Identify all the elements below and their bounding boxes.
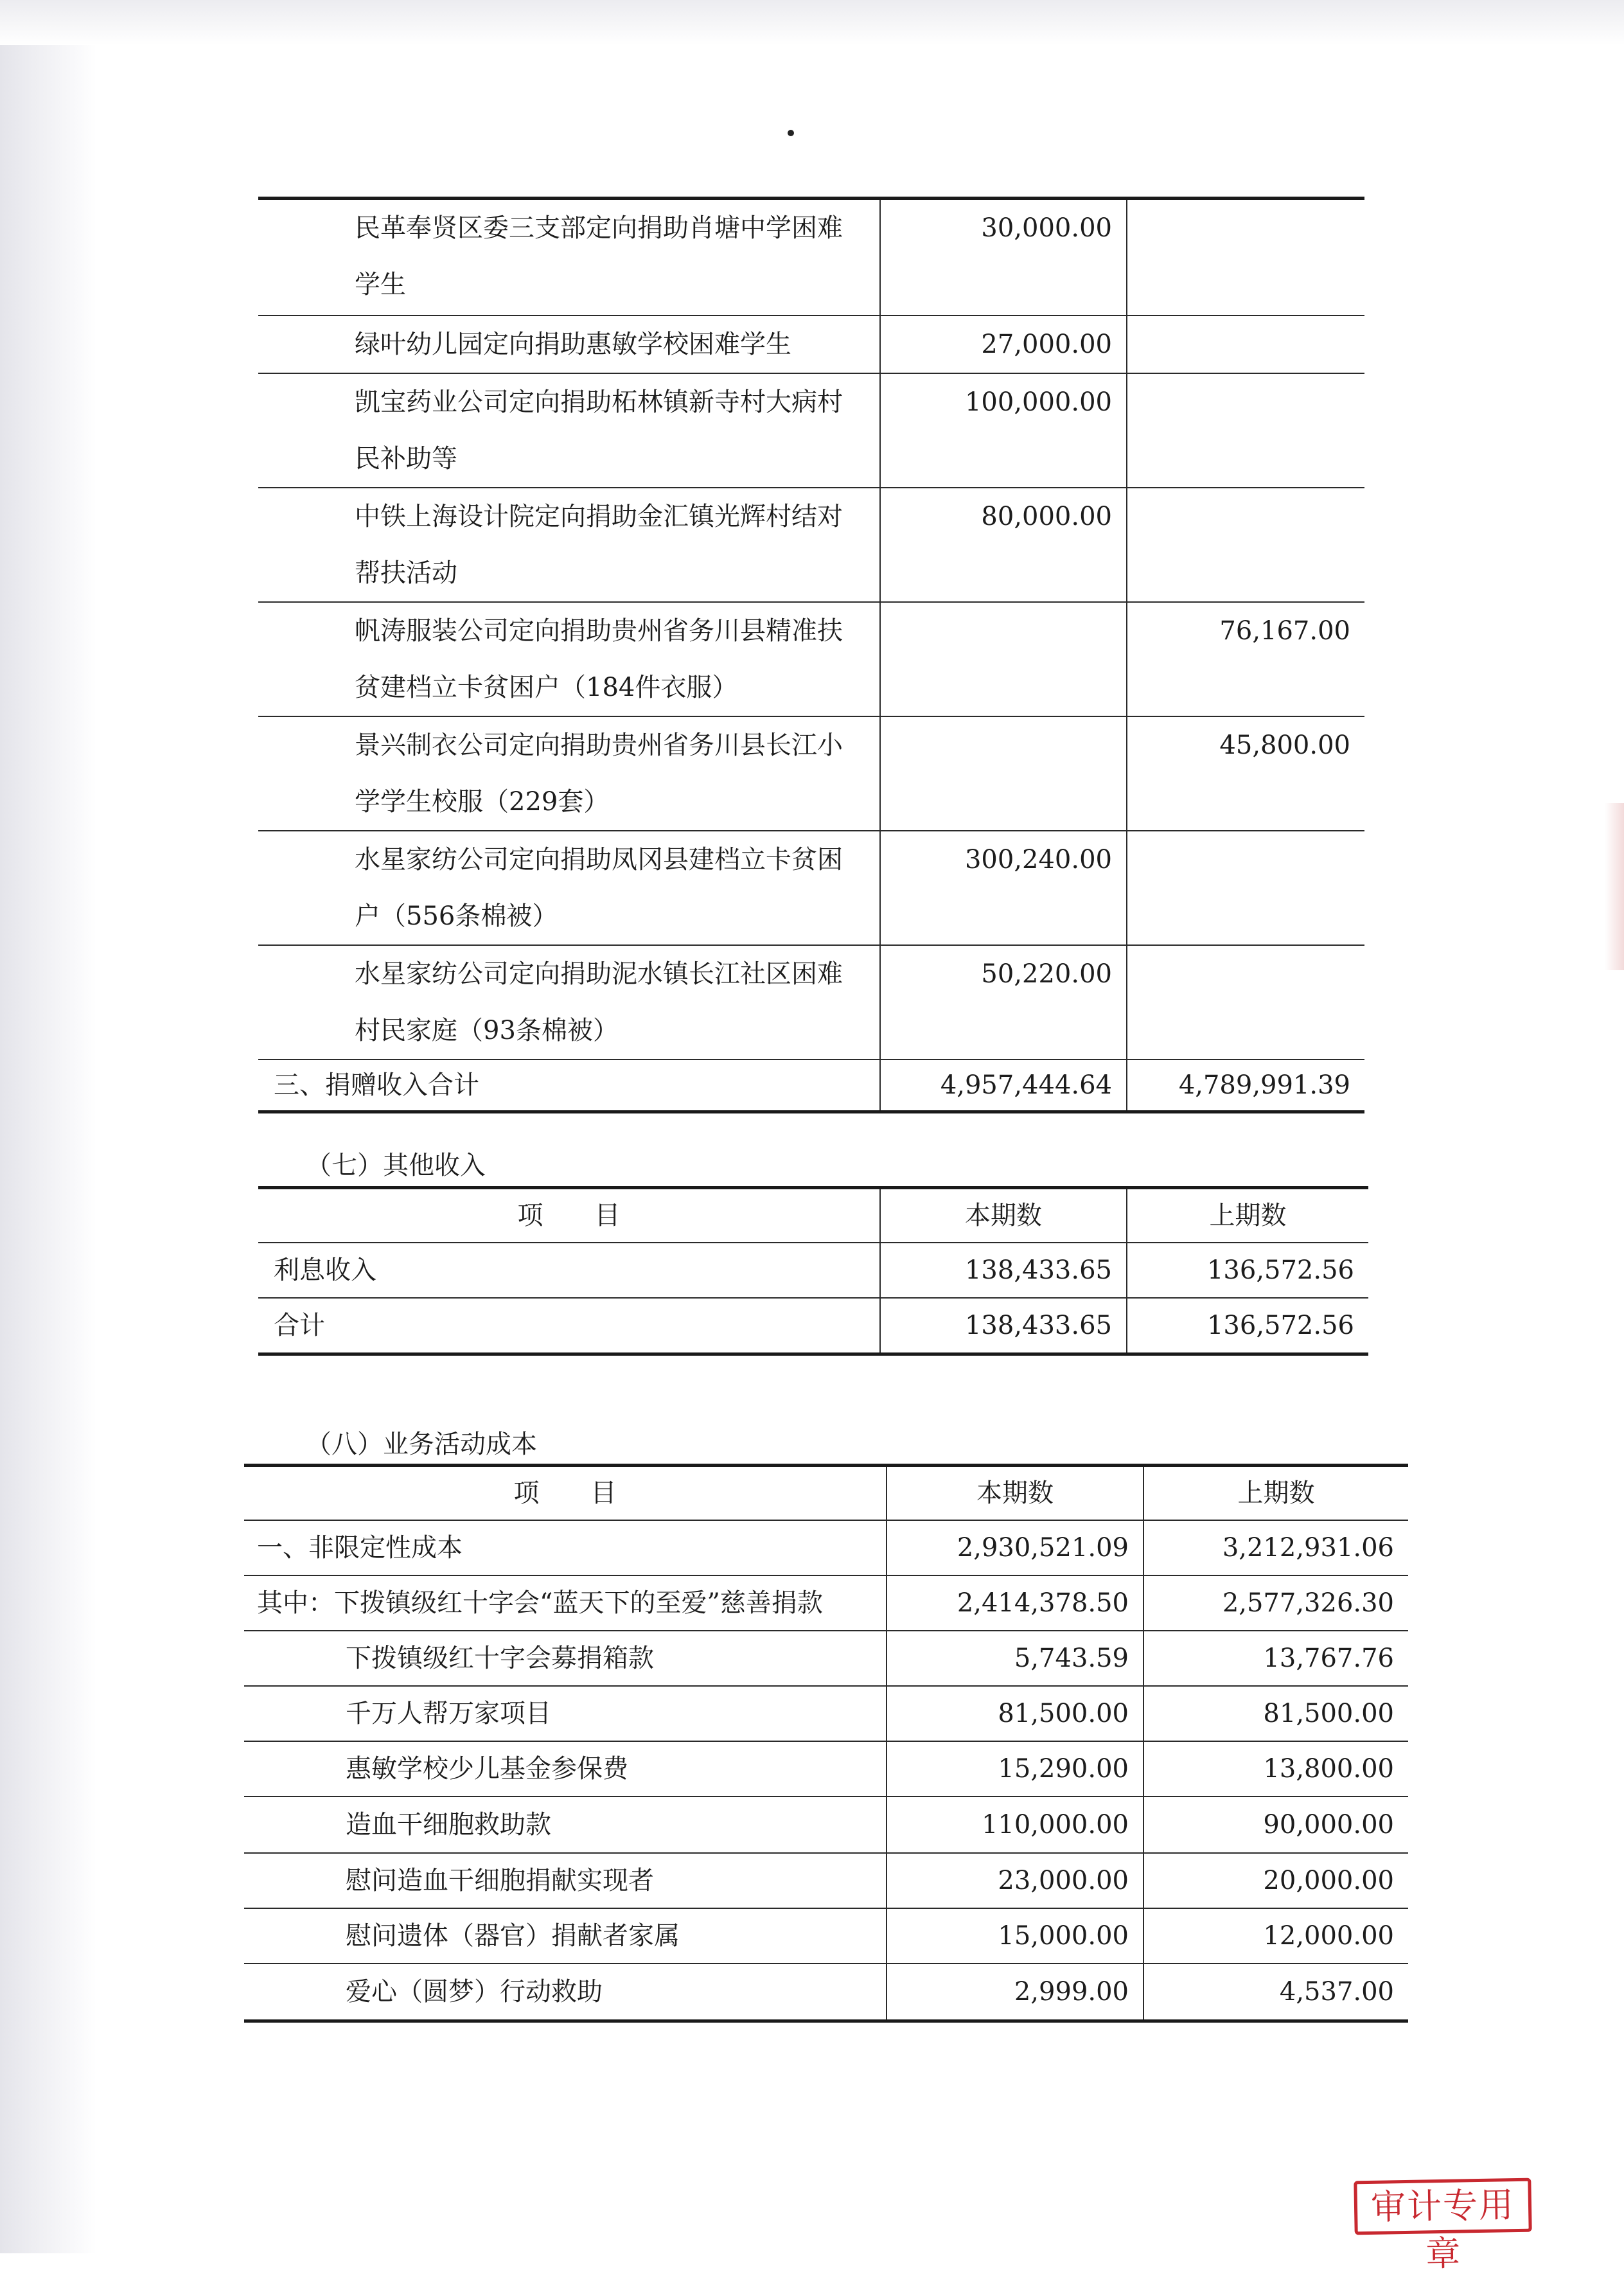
table-row: [258, 488, 1364, 602]
prior-cell: 12,000.00: [1143, 1908, 1408, 1964]
prior-cell: [1127, 945, 1364, 1060]
table-row: [244, 1796, 1408, 1853]
prior-cell: 20,000.00: [1143, 1853, 1408, 1908]
header-item: 项 目: [244, 1466, 887, 1521]
current-cell: 15,290.00: [887, 1741, 1143, 1796]
current-cell: 2,999.00: [887, 1964, 1143, 2021]
header-current: 本期数: [880, 1188, 1127, 1243]
prior-cell: 45,800.00: [1127, 716, 1364, 831]
current-cell: 81,500.00: [887, 1686, 1143, 1741]
prior-cell: 76,167.00: [1127, 602, 1364, 716]
prior-cell: [1127, 373, 1364, 488]
item-cell: 千万人帮万家项目: [244, 1686, 887, 1741]
item-cell: 其中：下拨镇级红十字会“蓝天下的至爱”慈善捐款: [244, 1575, 887, 1631]
table-row: [244, 1908, 1408, 1964]
table-row: [244, 1520, 1408, 1575]
table-row: [258, 199, 1364, 315]
total-row: [258, 1298, 1368, 1354]
item-cell: 中铁上海设计院定向捐助金汇镇光辉村结对帮扶活动: [258, 488, 880, 602]
prior-cell: 13,800.00: [1143, 1741, 1408, 1796]
header-item: 项 目: [258, 1188, 880, 1243]
scan-shadow-left: [0, 0, 96, 2253]
section-8-title: （八）业务活动成本: [306, 1430, 537, 1459]
ink-dot: [788, 130, 794, 136]
header-prior: 上期数: [1127, 1188, 1368, 1243]
current-cell: 2,414,378.50: [887, 1575, 1143, 1631]
item-cell: 造血干细胞救助款: [244, 1796, 887, 1853]
item-cell: 凯宝药业公司定向捐助柘林镇新寺村大病村民补助等: [258, 373, 880, 488]
total-row: [258, 1060, 1364, 1112]
table-row: [258, 831, 1364, 945]
item-cell: 绿叶幼儿园定向捐助惠敏学校困难学生: [258, 315, 880, 373]
current-cell: 80,000.00: [880, 488, 1127, 602]
table-row: [244, 1853, 1408, 1908]
item-cell: 慰问遗体（器官）捐献者家属: [244, 1908, 887, 1964]
current-cell: 300,240.00: [880, 831, 1127, 945]
table-row: [258, 315, 1364, 373]
table-row: [244, 1741, 1408, 1796]
header-row: [258, 1188, 1368, 1243]
prior-cell: 81,500.00: [1143, 1686, 1408, 1741]
item-cell: 慰问造血干细胞捐献实现者: [244, 1853, 887, 1908]
scan-shadow-right: [1605, 803, 1624, 970]
item-cell: 惠敏学校少儿基金参保费: [244, 1741, 887, 1796]
table-row: [258, 945, 1364, 1060]
current-cell: [880, 602, 1127, 716]
table-row: [258, 716, 1364, 831]
header-current: 本期数: [887, 1466, 1143, 1521]
prior-cell: 90,000.00: [1143, 1796, 1408, 1853]
other-income-table: [258, 1186, 1368, 1356]
prior-cell: 4,537.00: [1143, 1964, 1408, 2021]
current-cell: 2,930,521.09: [887, 1520, 1143, 1575]
header-row: [244, 1466, 1408, 1521]
total-prior: 4,789,991.39: [1127, 1060, 1364, 1112]
table-row: [258, 602, 1364, 716]
current-cell: 27,000.00: [880, 315, 1127, 373]
table-row: [244, 1964, 1408, 2021]
item-cell: 民革奉贤区委三支部定向捐助肖塘中学困难学生: [258, 199, 880, 315]
prior-cell: [1127, 488, 1364, 602]
current-cell: 23,000.00: [887, 1853, 1143, 1908]
item-cell: 帆涛服装公司定向捐助贵州省务川县精准扶贫建档立卡贫困户（184件衣服）: [258, 602, 880, 716]
current-cell: 15,000.00: [887, 1908, 1143, 1964]
table-row: [244, 1686, 1408, 1741]
prior-cell: 136,572.56: [1127, 1298, 1368, 1354]
item-cell: 爱心（圆梦）行动救助: [244, 1964, 887, 2021]
item-cell: 水星家纺公司定向捐助凤冈县建档立卡贫困户（556条棉被）: [258, 831, 880, 945]
item-cell: 合计: [258, 1298, 880, 1354]
prior-cell: 3,212,931.06: [1143, 1520, 1408, 1575]
total-label: 三、捐赠收入合计: [258, 1060, 880, 1112]
prior-cell: 13,767.76: [1143, 1631, 1408, 1686]
donation-income-table: [258, 197, 1364, 1113]
current-cell: 138,433.65: [880, 1298, 1127, 1354]
current-cell: 138,433.65: [880, 1243, 1127, 1298]
total-current: 4,957,444.64: [880, 1060, 1127, 1112]
current-cell: 50,220.00: [880, 945, 1127, 1060]
table-row: [258, 373, 1364, 488]
item-cell: 利息收入: [258, 1243, 880, 1298]
prior-cell: 136,572.56: [1127, 1243, 1368, 1298]
item-cell: 景兴制衣公司定向捐助贵州省务川县长江小学学生校服（229套）: [258, 716, 880, 831]
header-prior: 上期数: [1143, 1466, 1408, 1521]
prior-cell: 2,577,326.30: [1143, 1575, 1408, 1631]
current-cell: 30,000.00: [880, 199, 1127, 315]
prior-cell: [1127, 199, 1364, 315]
item-cell: 下拨镇级红十字会募捐箱款: [244, 1631, 887, 1686]
prior-cell: [1127, 831, 1364, 945]
business-cost-table: [244, 1464, 1408, 2023]
current-cell: 100,000.00: [880, 373, 1127, 488]
item-cell: 一、非限定性成本: [244, 1520, 887, 1575]
current-cell: [880, 716, 1127, 831]
item-cell: 水星家纺公司定向捐助泥水镇长江社区困难村民家庭（93条棉被）: [258, 945, 880, 1060]
current-cell: 110,000.00: [887, 1796, 1143, 1853]
current-cell: 5,743.59: [887, 1631, 1143, 1686]
table-row: [244, 1631, 1408, 1686]
audit-seal-stamp: 审计专用章: [1354, 2178, 1531, 2235]
scan-shadow-top: [0, 0, 1624, 45]
table-row: [244, 1575, 1408, 1631]
section-7-title: （七）其他收入: [306, 1151, 486, 1180]
table-row: [258, 1243, 1368, 1298]
prior-cell: [1127, 315, 1364, 373]
